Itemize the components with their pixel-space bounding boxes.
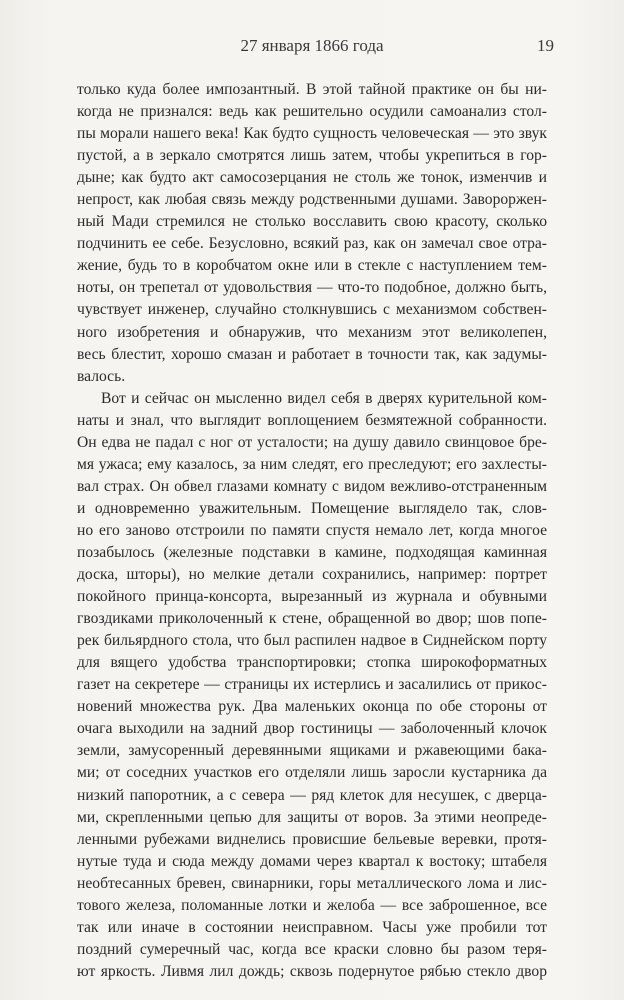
text-line: но его заново отстроили по памяти спустя немало лет, когда многое: [77, 521, 547, 539]
text-line: необтесанных бревен, свинарники, горы металлического лома и лис-: [77, 874, 547, 892]
text-line: непрост, как любая связь между родственными душами. Завороржен-: [77, 191, 547, 209]
text-line: чувствует инженер, случайно столкнувшись с механизмом собствен-: [77, 301, 547, 319]
text-line: когда не признался: ведь как решительно осудили самоанализ стол-: [77, 103, 547, 121]
text-line: жение, будь то в коробчатом окне или в стекле с наступлением тем-: [77, 257, 547, 275]
text-line: позабылось (железные подставки в камине, подходящая каминная: [77, 543, 547, 561]
text-line: низкий папоротник, а с севера — ряд клеток для несушек, с дверца-: [77, 786, 547, 804]
text-line: и одновременно уважительным. Помещение выглядело так, слов-: [77, 499, 547, 517]
text-line: ного изобретения и обнаружив, что механизм этот великолепен,: [77, 323, 547, 341]
text-line: ют яркость. Ливмя лил дождь; сквозь подернутое рябью стекло двор: [77, 962, 547, 980]
text-line: очага выходили на задний двор гостиницы — заболоченный клочок: [77, 720, 547, 738]
text-line: валось.: [77, 367, 126, 385]
text-line: рек бильярдного стола, что был распилен надвое в Сиднейском порту: [77, 632, 547, 650]
running-head: [0, 36, 624, 60]
text-line: покойного принца-консорта, вырезанный из журнала и обувными: [77, 588, 547, 606]
text-line: мя ужаса; ему казалось, за ним следят, его преследуют; его захлесты-: [77, 455, 547, 473]
text-line: подчинить ее себе. Безусловно, всякий раз, как он замечал свое отра-: [77, 235, 547, 253]
text-line: ми, скрепленными цепью для защиты от воров. За этими неопреде-: [77, 808, 547, 826]
text-line: нутые туда и сюда между домами через квартал к востоку; штабеля: [77, 852, 547, 870]
text-line: весь блестит, хорошо смазан и работает в точности так, как задумы-: [77, 345, 547, 363]
text-line: так или иначе в состоянии неисправном. Часы уже пробили тот: [77, 918, 547, 936]
text-line: поздний сумеречный час, когда все краски словно бы разом теря-: [77, 940, 547, 958]
text-line: ный Мади стремился не столько восславить свою красоту, сколько: [77, 213, 547, 231]
text-line: газет на секретере — страницы их истерлись и засалились от прикос-: [77, 676, 547, 694]
text-line: ми; от соседних участков его отделяли лишь заросли кустарника да: [77, 764, 547, 782]
text-line: только куда более импозантный. В этой тайной практике он бы ни-: [77, 81, 547, 98]
text-line: тового железа, поломанные лотки и желоба — все заброшенное, все: [77, 896, 547, 914]
page-number: 19: [537, 36, 554, 55]
paragraph: [77, 79, 547, 388]
text-line: Он едва не падал с ног от усталости; на душу давило свинцовое бре-: [77, 433, 547, 451]
text-line: для вящего удобства транспортировки; стопка широкоформатных: [77, 654, 547, 672]
chapter-title: 27 января 1866 года: [240, 36, 384, 55]
text-line: гвоздиками приколоченный к стене, обращенной во двор; шов попе-: [77, 610, 547, 628]
text-line: ленными рубежами виднелись провисшие бельевые веревки, протя-: [77, 830, 547, 848]
body-text: [77, 79, 547, 983]
text-line: доска, шторы), но мелкие детали сохранились, например: портрет: [77, 566, 547, 584]
text-line: пустой, а в зеркало смотрятся лишь затем, чтобы укрепиться в гор-: [77, 147, 547, 165]
text-line: дыне; как будто акт самосозерцания не столь же тонок, изменчив и: [77, 169, 547, 187]
text-line: ноты, он трепетал от удовольствия — что-то подобное, должно быть,: [77, 279, 547, 297]
text-line: Вот и сейчас он мысленно видел себя в дверях курительной ком-: [101, 389, 547, 407]
paragraph: [77, 388, 547, 983]
text-line: земли, замусоренный деревянными ящиками и ржавеющими бака-: [77, 742, 547, 760]
text-line: вал страх. Он обвел глазами комнату с видом вежливо-отстраненным: [77, 477, 547, 495]
text-line: новений множества рук. Два маленьких оконца по обе стороны от: [77, 698, 547, 716]
text-line: наты и знал, что выглядит воплощением безмятежной собранности.: [77, 411, 547, 429]
text-line: пы морали нашего века! Как будто сущность человеческая — это звук: [77, 125, 547, 143]
